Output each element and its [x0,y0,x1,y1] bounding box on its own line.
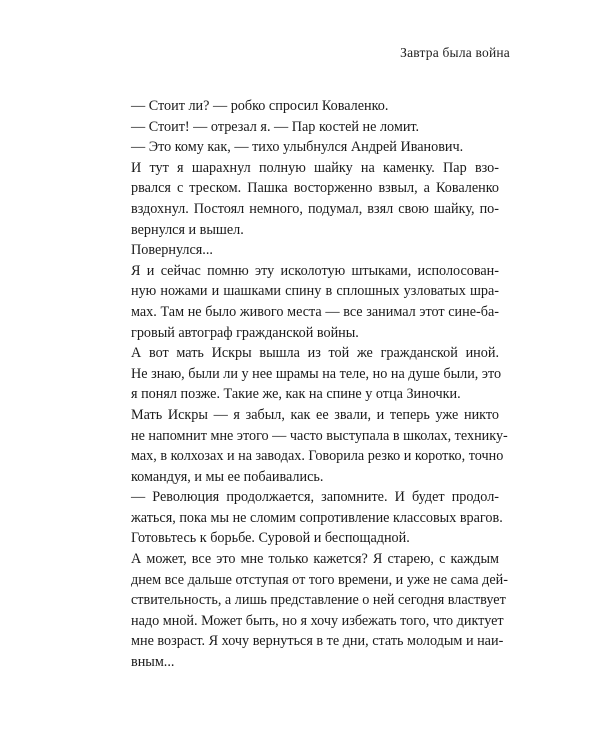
paragraph [117,261,499,343]
text-line: — Это кому как, — тихо улыбнулся Андрей Иванович. [131,139,464,156]
text-line: мне возраст. Я хочу вернуться в те дни, стать молодым и наи- [131,633,504,650]
paragraph [117,405,508,487]
paragraph [117,158,499,240]
paragraph [117,487,503,549]
text-line: надо мной. Может быть, но я хочу избежать того, что диктует [131,612,504,629]
text-line: ствительность, а лишь представление о ней сегодня властвует [131,592,506,609]
text-line: И тут я шарахнул полную шайку на каменку. Пар взо- [131,159,499,176]
text-line: днем все дальше отступая от того времени, и уже не сама дей- [131,571,508,588]
paragraph [117,117,499,138]
text-line: А может, все это мне только кажется? Я старею, с каждым [131,551,499,568]
text-line: вным... [131,654,175,671]
text-line: Повернулся... [131,242,213,259]
text-line: я понял позже. Такие же, как на спине у отца Зиночки. [131,386,461,403]
text-line: Мать Искры — я забыл, как ее звали, и теперь уже никто [131,406,499,423]
text-line: не напомнит мне этого — часто выступала в школах, технику- [131,427,508,444]
paragraph [117,96,499,117]
book-page-text [117,96,508,673]
text-line: Я и сейчас помню эту исколотую штыками, исполосован- [131,262,499,279]
text-line: вздохнул. Постоял немного, подумал, взял свою шайку, по- [131,200,499,217]
text-line: мах, в колхозах и на заводах. Говорила резко и коротко, точно [131,448,504,465]
paragraph [117,549,508,673]
text-line: мах. Там не было живого места — все занимал этот сине-ба- [131,303,499,320]
text-line: — Революция продолжается, запомните. И будет продол- [131,489,499,506]
text-line: гровый автограф гражданской войны. [131,324,359,341]
text-line: — Стоит ли? — робко спросил Коваленко. [131,98,389,114]
text-line: вернулся и вышел. [131,221,244,238]
paragraph [117,137,499,158]
text-line: Готовьтесь к борьбе. Суровой и беспощадной. [131,530,410,547]
paragraph [117,343,502,405]
text-line: командуя, и мы ее побаивались. [131,468,324,485]
text-line: Не знаю, были ли у нее шрамы на теле, но на душе были, это [131,365,502,382]
text-line: ную ножами и шашками спину в сплошных узловатых шра- [131,283,499,300]
text-line: А вот мать Искры вышла из той же гражданской иной. [131,345,499,362]
running-header: Завтра была война [400,45,510,60]
text-line: — Стоит! — отрезал я. — Пар костей не ломит. [131,118,420,135]
paragraph [117,240,499,261]
text-line: рвался с треском. Пашка восторженно взвыл, а Коваленко [131,180,499,197]
text-line: жаться, пока мы не сломим сопротивление классовых врагов. [131,509,503,526]
